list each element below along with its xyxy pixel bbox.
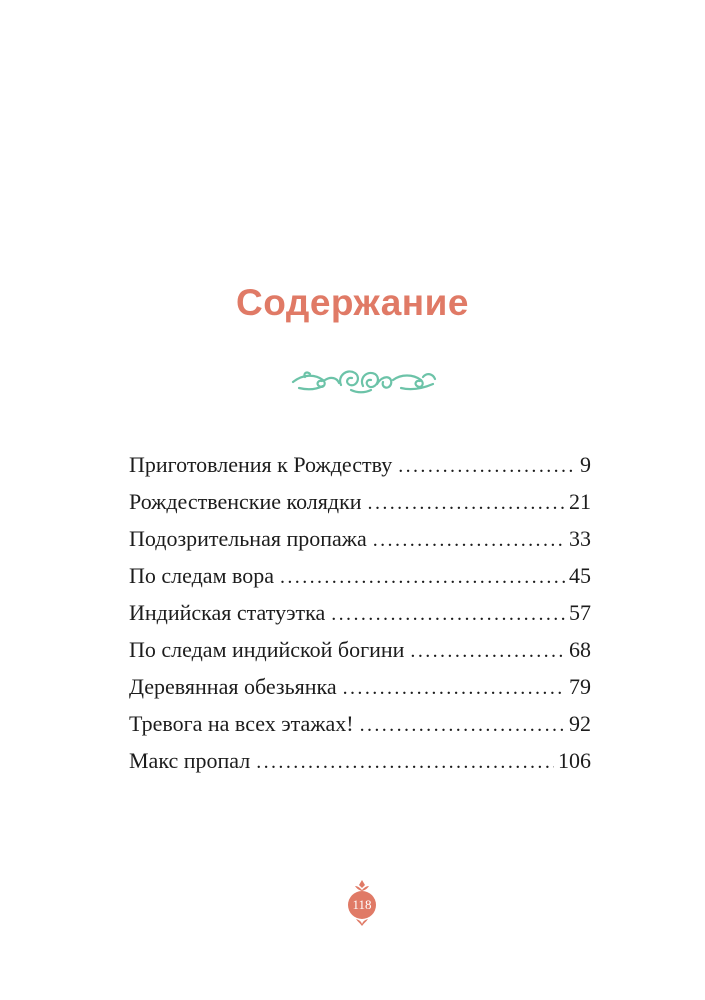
toc-entry[interactable] [129,600,591,637]
page-number-badge [344,880,380,926]
toc-entry[interactable] [129,452,591,489]
toc-entry-title: По следам индийской богини [129,637,405,662]
toc-entry[interactable] [129,748,591,785]
toc-dot-leader [256,751,554,774]
toc-entry-page: 79 [569,674,591,699]
toc-entry-title: Рождественские колядки [129,489,362,514]
toc-entry[interactable] [129,563,591,600]
toc-entry[interactable] [129,637,591,674]
toc-entry-page: 92 [569,711,591,736]
toc-entry-title: Макс пропал [129,748,251,773]
toc-dot-leader [343,677,565,700]
toc-entry-page: 106 [558,748,591,773]
toc-entry-title: По следам вора [129,563,274,588]
toc-dot-leader [280,566,565,589]
toc-entry-title: Тревога на всех этажах! [129,711,354,736]
toc-dot-leader [398,455,576,478]
toc-entry-title: Подозрительная пропажа [129,526,367,551]
toc-dot-leader [368,492,565,515]
toc-entry-page: 57 [569,600,591,625]
toc-entry-title: Деревянная обезьянка [129,674,337,699]
table-of-contents [129,452,591,785]
toc-dot-leader [410,640,565,663]
page-number: 118 [352,897,372,912]
floral-divider-icon [289,360,439,400]
toc-dot-leader [331,603,565,626]
toc-entry[interactable] [129,489,591,526]
toc-entry[interactable] [129,711,591,748]
toc-entry-page: 33 [569,526,591,551]
toc-entry-page: 68 [569,637,591,662]
toc-dot-leader [373,529,565,552]
toc-entry-page: 21 [569,489,591,514]
toc-dot-leader [360,714,565,737]
toc-entry[interactable] [129,526,591,563]
toc-entry-page: 9 [580,452,591,477]
toc-entry-title: Индийская статуэтка [129,600,326,625]
toc-entry-title: Приготовления к Рождеству [129,452,393,477]
toc-entry-page: 45 [569,563,591,588]
toc-entry[interactable] [129,674,591,711]
page-title: Содержание [236,282,469,323]
